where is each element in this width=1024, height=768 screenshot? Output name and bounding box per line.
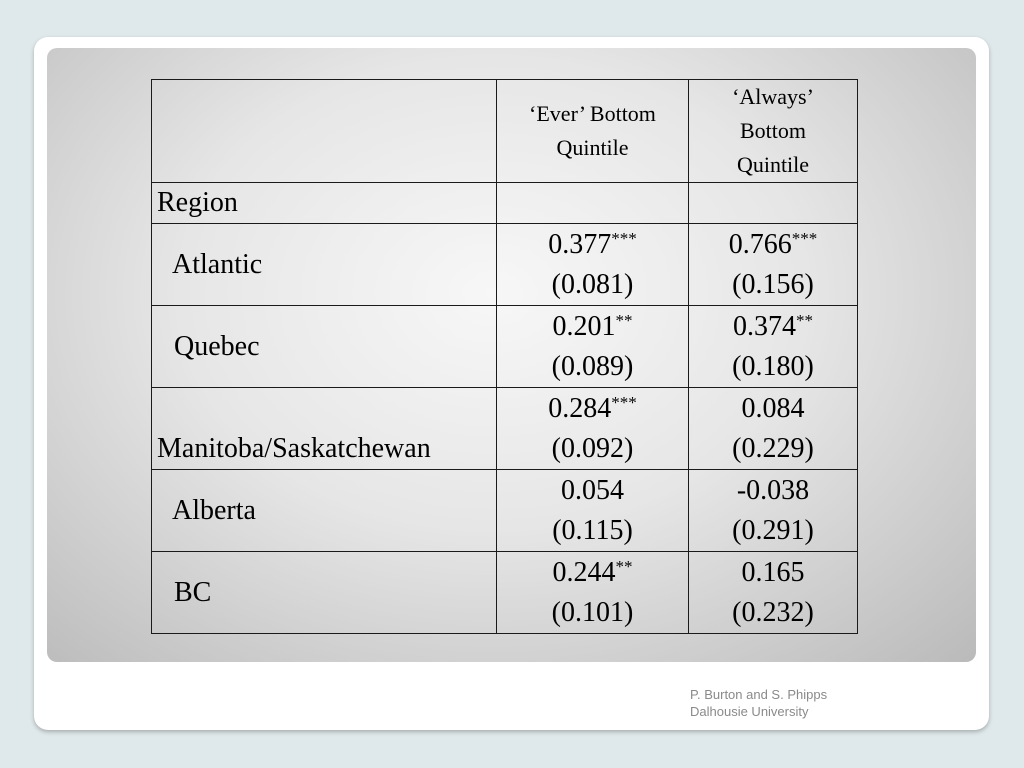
header-always-line-3: Quintile	[736, 152, 810, 177]
standard-error: (0.229)	[732, 432, 814, 464]
region-empty-cell-always	[689, 183, 858, 224]
coefficient: 0.284	[548, 392, 612, 424]
regression-results-table	[151, 79, 858, 634]
row-label: Atlantic	[152, 224, 497, 306]
ever-estimate-cell	[497, 306, 689, 388]
always-estimate-cell	[689, 306, 858, 388]
standard-error: (0.180)	[732, 350, 814, 382]
header-always-line-2: Bottom	[739, 118, 806, 143]
ever-estimate-cell	[497, 388, 689, 470]
always-estimate-cell	[689, 552, 858, 634]
standard-error: (0.156)	[732, 268, 814, 300]
table-row-bc	[152, 552, 858, 634]
table-row-alberta	[152, 470, 858, 552]
coefficient: 0.766	[728, 228, 792, 260]
region-empty-cell-ever	[497, 183, 689, 224]
row-label: Quebec	[152, 306, 497, 388]
ever-estimate-cell	[497, 552, 689, 634]
footer-authors: P. Burton and S. Phipps	[690, 687, 828, 702]
header-empty-cell	[152, 80, 497, 183]
table-row-atlantic	[152, 224, 858, 306]
significance-stars: ***	[791, 228, 818, 248]
header-always-line-1: ‘Always’	[732, 84, 814, 109]
row-label: Manitoba/Saskatchewan	[152, 388, 497, 470]
significance-stars: **	[615, 310, 633, 330]
header-ever-line-2: Quintile	[556, 135, 629, 160]
coefficient: 0.084	[741, 392, 805, 424]
region-section-label: Region	[152, 183, 497, 224]
significance-stars: **	[615, 556, 633, 576]
significance-stars: **	[796, 310, 813, 330]
coefficient: 0.374	[733, 310, 796, 342]
row-label: BC	[152, 552, 497, 634]
ever-estimate-cell	[497, 470, 689, 552]
table-row-quebec	[152, 306, 858, 388]
footer-institution: Dalhousie University	[690, 704, 809, 719]
table-row-manitoba-saskatchewan	[152, 388, 858, 470]
header-ever-bottom-quintile	[497, 80, 689, 183]
coefficient: 0.201	[552, 310, 616, 342]
coefficient: 0.244	[552, 556, 616, 588]
row-label: Alberta	[152, 470, 497, 552]
standard-error: (0.115)	[552, 514, 633, 546]
region-section-row	[152, 183, 858, 224]
always-estimate-cell	[689, 388, 858, 470]
standard-error: (0.291)	[732, 514, 814, 546]
standard-error: (0.089)	[551, 350, 634, 382]
ever-estimate-cell	[497, 224, 689, 306]
header-always-bottom-quintile	[689, 80, 858, 183]
significance-stars: ***	[611, 228, 637, 248]
standard-error: (0.081)	[551, 268, 634, 300]
significance-stars: ***	[611, 392, 637, 412]
coefficient: -0.038	[736, 474, 810, 506]
standard-error: (0.101)	[551, 596, 634, 628]
coefficient: 0.377	[548, 228, 612, 260]
standard-error: (0.232)	[732, 596, 814, 628]
always-estimate-cell	[689, 470, 858, 552]
header-ever-line-1: ‘Ever’ Bottom	[529, 101, 656, 126]
coefficient: 0.165	[741, 556, 805, 588]
slide-footer	[690, 686, 827, 720]
standard-error: (0.092)	[551, 432, 634, 464]
always-estimate-cell	[689, 224, 858, 306]
coefficient: 0.054	[561, 474, 624, 506]
table-header-row	[152, 80, 858, 183]
